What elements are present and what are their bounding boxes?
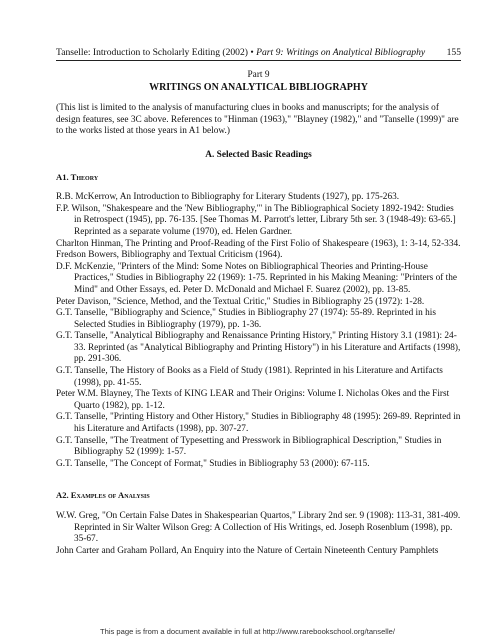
reference-entry: W.W. Greg, "On Certain False Dates in Shakespearian Quartos," Library 2nd ser. 9 (1908): 113-31, 381-409. Reprinted in Sir Walter Wilson Greg: A Collection of His Writings, ed. Joseph Rosenblum (1998), pp. 35-67. <box>56 511 461 545</box>
reference-entry: F.P. Wilson, "Shakespeare and the 'New Bibliography,'" in The Bibliographical Society 1892-1942: Studies in Retrospect (1945), pp. 76-135. [See Thomas M. Parrott's letter, Library 5th ser. 3 (1948-49): 63-65.] Reprinted as a separate volume (1970), ed. Helen Gardner. <box>56 203 456 237</box>
reference-entry: G.T. Tanselle, "Printing History and Other History," Studies in Bibliography 48 (1995): 269-89. Reprinted in his Literature and Artifacts (1998), pp. 307-27. <box>56 412 461 435</box>
reference-entry: G.T. Tanselle, "The Concept of Format," Studies in Bibliography 53 (2000): 67-115. <box>56 458 370 469</box>
reference-list-a1 <box>56 192 461 470</box>
intro-paragraph: (This list is limited to the analysis of manufacturing clues in books and manuscripts; for the analysis of design features, see 3C above. References to "Hinman (1963)," "Blayney (1982)," and "Tanselle (1999)" are to the works listed at those years in A1 below.) <box>56 103 459 137</box>
reference-entry: Fredson Bowers, Bibliography and Textual Criticism (1964). <box>56 250 283 261</box>
part-title: WRITINGS ON ANALYTICAL BIBLIOGRAPHY <box>149 81 368 93</box>
subsection-heading-a1: A1. Theory <box>56 171 99 182</box>
page-number: 155 <box>446 47 461 58</box>
part-label: Part 9 <box>247 70 270 80</box>
running-head-part: Part 9: Writings on Analytical Bibliography <box>256 47 426 58</box>
running-head-title <box>56 47 425 59</box>
reference-entry: R.B. McKerrow, An Introduction to Bibliography for Literary Students (1927), pp. 175-263. <box>56 192 400 203</box>
reference-entry: G.T. Tanselle, "Bibliography and Science," Studies in Bibliography 27 (1974): 55-89. Reprinted in his Selected Studies in Bibliography (1979), pp. 1-36. <box>56 308 436 330</box>
reference-entry: Peter W.M. Blayney, The Texts of KING LEAR and Their Origins: Volume I. Nicholas Okes and the First Quarto (1982), pp. 1-12. <box>56 389 450 411</box>
reference-entry: G.T. Tanselle, The History of Books as a Field of Study (1981). Reprinted in his Literature and Artifacts (1998), pp. 41-55. <box>56 366 443 388</box>
reference-entry: Charlton Hinman, The Printing and Proof-Reading of the First Folio of Shakespeare (1963), 1: 3-14, 52-334. <box>56 238 461 249</box>
reference-list-a2 <box>56 511 461 557</box>
section-title: A. Selected Basic Readings <box>205 149 312 160</box>
subsection-heading-a2: A2. Examples of Analysis <box>56 490 150 501</box>
reference-entry: D.F. McKenzie, "Printers of the Mind: Some Notes on Bibliographical Theories and Printing-House Practices," Studies in Bibliography 22 (1969): 1-75. Reprinted in his Making Meaning: "Printers of the Mind" and Other Essays, ed. Peter D. McDonald and Michael F. Suarez (2002), pp. 13-85. <box>56 261 458 295</box>
reference-entry: G.T. Tanselle, "The Treatment of Typesetting and Presswork in Bibliographical Description," Studies in Bibliography 52 (1999): 1-57. <box>56 435 442 458</box>
running-head <box>56 47 461 61</box>
reference-entry: John Carter and Graham Pollard, An Enquiry into the Nature of Certain Nineteenth Century Pamphlets <box>56 545 439 556</box>
page-content <box>56 70 461 557</box>
running-head-book: Tanselle: Introduction to Scholarly Editing (2002) • <box>56 47 257 58</box>
reference-entry: Peter Davison, "Science, Method, and the Textual Critic," Studies in Bibliography 25 (1972): 1-28. <box>56 296 425 307</box>
reference-entry: G.T. Tanselle, "Analytical Bibliography and Renaissance Printing History," Printing History 3.1 (1981): 24-33. Reprinted (as "Analytical Bibliography and Printing History") in his Literature and Artifacts (1998), pp. 291-306. <box>56 331 461 365</box>
footer-note: This page is from a document available in full at http://www.rarebookschool.org/tanselle/ <box>99 627 396 636</box>
